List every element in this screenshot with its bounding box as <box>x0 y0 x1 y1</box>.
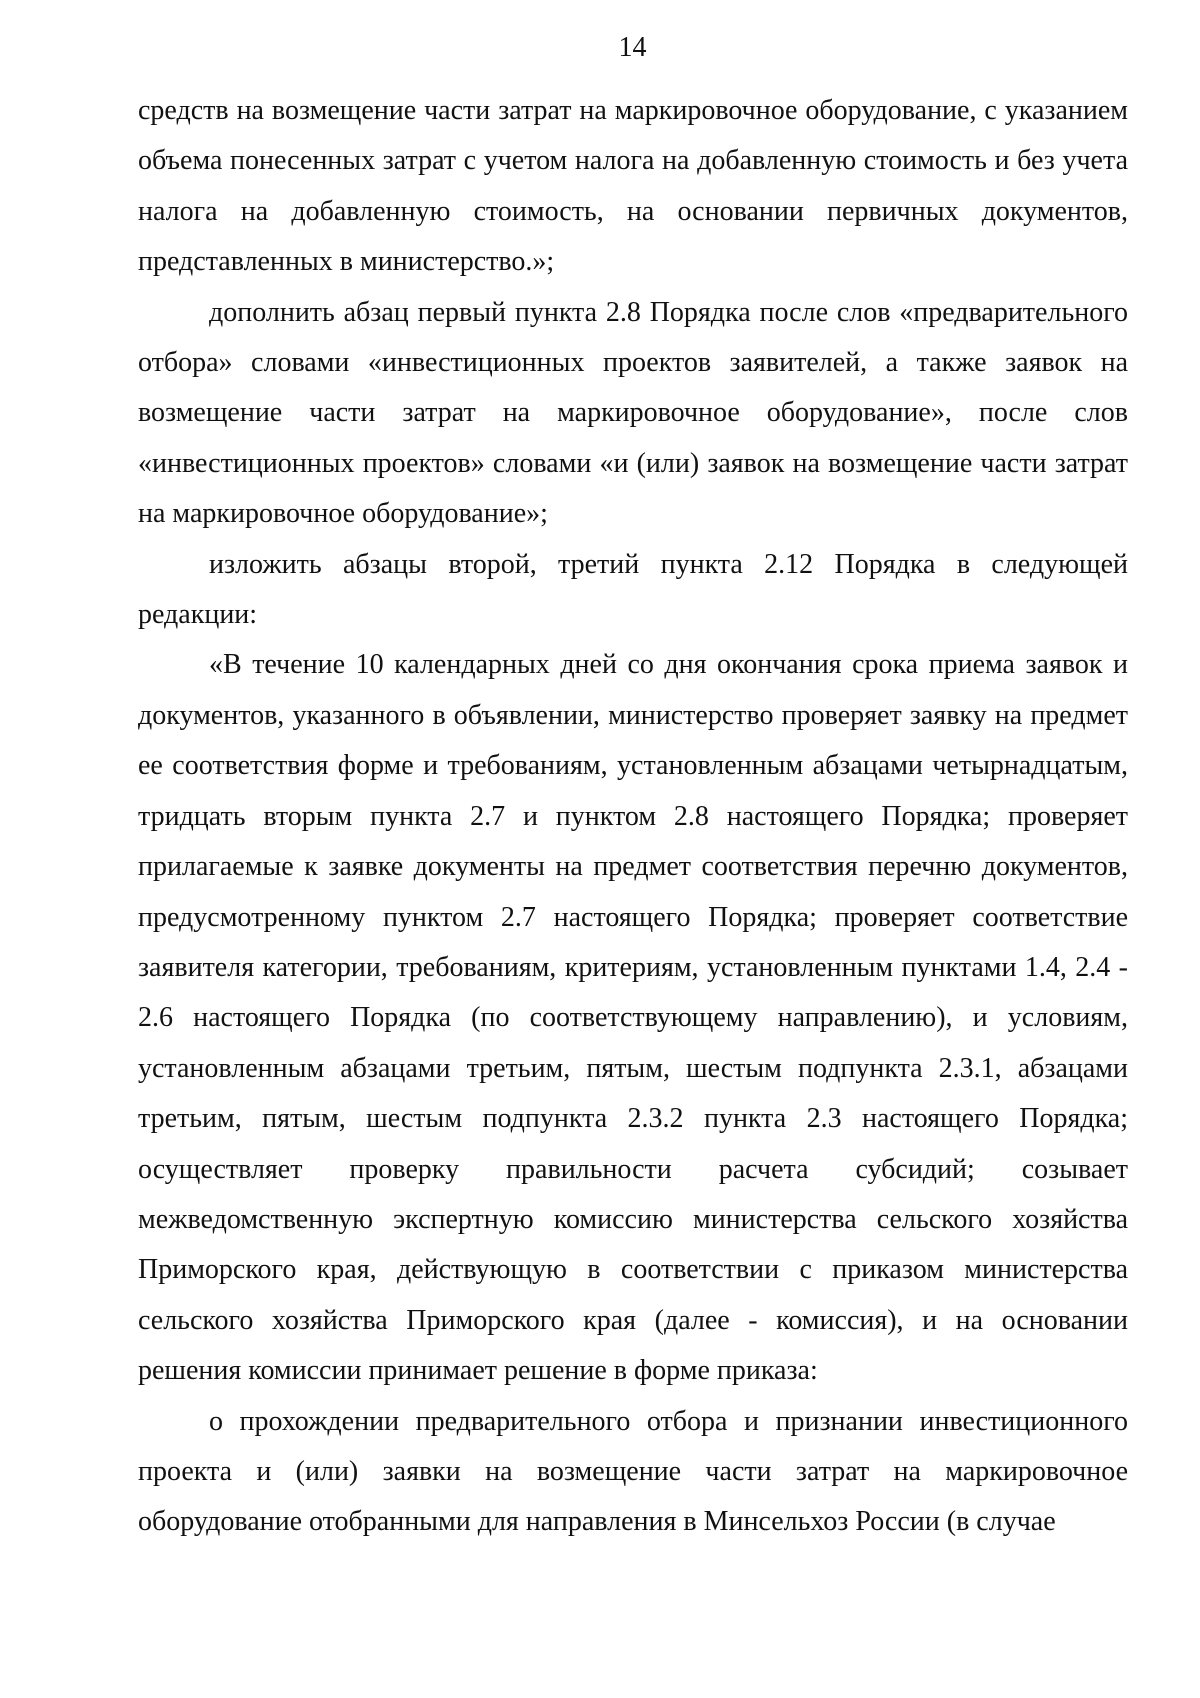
document-body <box>138 86 1128 1548</box>
paragraph-amend-2-8: дополнить абзац первый пункта 2.8 Порядка после слов «предварительного отбора» словами «инвестиционных проектов заявителей, а также заявок на возмещение части затрат на маркировочное оборудование», после слов «инвестиционных проектов» словами «и (или) заявок на возмещение части затрат на маркировочное оборудование»; <box>138 296 1128 530</box>
paragraph-amend-2-12: изложить абзацы второй, третий пункта 2.12 Порядка в следующей редакции: <box>138 548 1128 631</box>
paragraph-continuation: средств на возмещение части затрат на маркировочное оборудование, с указанием объема понесенных затрат с учетом налога на добавленную стоимость и без учета налога на добавленную стоимость, на основании первичных документов, представленных в министерство.»; <box>138 95 1128 278</box>
paragraph-selection-result: о прохождении предварительного отбора и признании инвестиционного проекта и (или) заявки на возмещение части затрат на маркировочное оборудование отобранными для направления в Минсельхоз России (в случае <box>138 1405 1128 1538</box>
page-number: 14 <box>618 32 647 63</box>
paragraph-quoted-text: «В течение 10 календарных дней со дня окончания срока приема заявок и документов, указанного в объявлении, министерство проверяет заявку на предмет ее соответствия форме и требованиям, установленным абзацами четырнадцатым, тридцать вторым пункта 2.7 и пунктом 2.8 настоящего Порядка; проверяет прилагаемые к заявке документы на предмет соответствия перечню документов, предусмотренному пунктом 2.7 настоящего Порядка; проверяет соответствие заявителя категории, требованиям, критериям, установленным пунктами 1.4, 2.4 - 2.6 настоящего Порядка (по соответствующему направлению), и условиям, установленным абзацами третьим, пятым, шестым подпункта 2.3.1, абзацами третьим, пятым, шестым подпункта 2.3.2 пункта 2.3 настоящего Порядка; осуществляет проверку правильности расчета субсидий; созывает межведомственную экспертную комиссию министерства сельского хозяйства Приморского края, действующую в соответствии с приказом министерства сельского хозяйства Приморского края (далее - комиссия), и на основании решения комиссии принимает решение в форме приказа: <box>138 649 1128 1387</box>
